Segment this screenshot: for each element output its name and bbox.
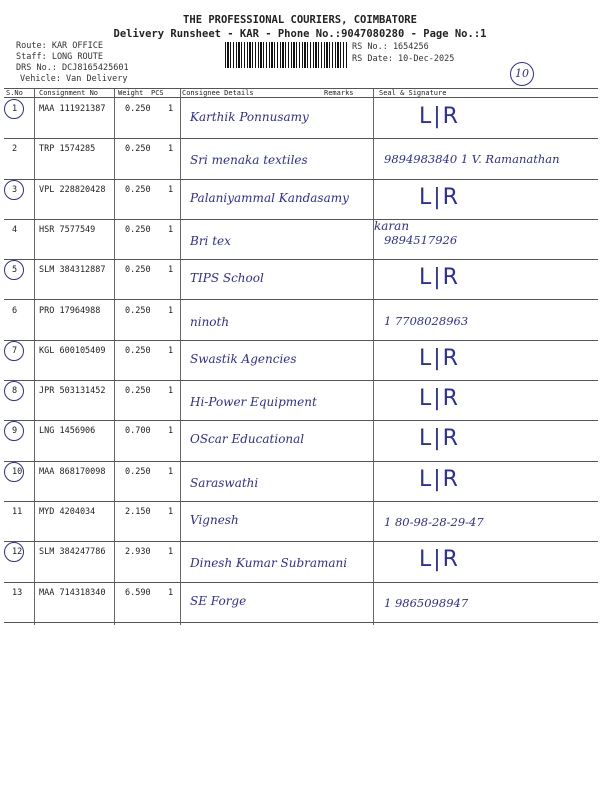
remark-text: karan	[374, 218, 410, 233]
weight-value: 0.250	[125, 224, 151, 235]
pcs-value: 1	[168, 265, 174, 276]
signature: L|R	[419, 547, 460, 573]
consignment-number: PRO 17964988	[39, 305, 101, 316]
row-sno: 10	[12, 466, 23, 477]
weight-value: 2.930	[125, 547, 151, 558]
staff-label: Staff: LONG ROUTE	[16, 52, 103, 62]
consignment-number: TRP 1574285	[39, 144, 96, 155]
vehicle-label: Vehicle: Van Delivery	[20, 74, 128, 84]
signature: 9894517926	[384, 232, 458, 247]
company-title: THE PROFESSIONAL COURIERS, COIMBATORE	[183, 14, 417, 26]
header-signature: Seal & Signature	[379, 89, 447, 97]
pcs-value: 1	[168, 224, 174, 235]
consignee-name: Bri tex	[190, 233, 231, 248]
weight-value: 0.250	[125, 305, 151, 316]
consignee-name: OScar Educational	[190, 432, 305, 447]
weight-value: 0.250	[125, 265, 151, 276]
row-divider	[4, 622, 598, 623]
signature: L|R	[419, 345, 460, 371]
row-sno: 12	[12, 547, 23, 558]
consignee-name: Swastik Agencies	[190, 351, 297, 366]
pcs-value: 1	[168, 305, 174, 316]
barcode	[225, 42, 347, 68]
row-sno: 3	[12, 184, 18, 195]
weight-value: 2.150	[125, 507, 151, 517]
consignee-name: ninoth	[190, 314, 230, 329]
sno-circle-mark	[4, 462, 24, 482]
pcs-value: 1	[168, 184, 174, 195]
signature: 1 80-98-28-29-47	[384, 515, 484, 529]
consignee-name: Palaniyammal Kandasamy	[190, 190, 349, 205]
drs-number: DRS No.: DCJ8165425601	[16, 63, 129, 73]
weight-value: 0.700	[125, 426, 151, 437]
consignee-name: Sri menaka textiles	[190, 153, 308, 168]
consignee-name: Hi-Power Equipment	[190, 395, 317, 410]
row-sno: 5	[12, 265, 18, 276]
row-sno: 6	[12, 305, 18, 316]
pcs-value: 1	[168, 426, 174, 437]
weight-value: 0.250	[125, 184, 151, 195]
weight-value: 0.250	[125, 386, 151, 397]
table-row	[4, 380, 598, 420]
sno-circle-mark	[4, 381, 24, 401]
consignment-number: MYD 4204034	[39, 507, 96, 517]
table-row	[4, 461, 598, 501]
consignee-name: SE Forge	[190, 593, 247, 608]
table-row	[4, 340, 598, 380]
signature: L|R	[419, 265, 460, 291]
table-row	[4, 179, 598, 219]
pcs-value: 1	[168, 547, 174, 558]
route-label: Route: KAR OFFICE	[16, 41, 103, 51]
sno-circle-mark	[4, 260, 24, 280]
consignment-number: HSR 7577549	[39, 224, 96, 235]
pcs-value: 1	[168, 144, 174, 155]
signature: L|R	[419, 184, 460, 210]
row-sno: 4	[12, 224, 18, 235]
consignment-number: JPR 503131452	[39, 386, 106, 397]
pcs-value: 1	[168, 587, 174, 598]
weight-value: 0.250	[125, 104, 151, 114]
table-row	[4, 300, 598, 340]
table-row	[4, 219, 598, 259]
header-consignee: Consignee Details	[182, 89, 254, 97]
row-sno: 13	[12, 587, 23, 598]
sno-circle-mark	[4, 421, 24, 441]
runsheet-subtitle: Delivery Runsheet - KAR - Phone No.:9047080280 - Page No.:1	[113, 28, 487, 40]
row-sno: 8	[12, 386, 18, 397]
weight-value: 6.590	[125, 587, 151, 598]
consignment-number: SLM 384312887	[39, 265, 106, 276]
rs-date: RS Date: 10-Dec-2025	[352, 54, 455, 64]
row-sno: 11	[12, 507, 23, 517]
table-row	[4, 501, 598, 541]
table-row	[4, 582, 598, 622]
sno-circle-mark	[4, 341, 24, 361]
weight-value: 0.250	[125, 144, 151, 155]
header-consignment: Consignment No	[39, 89, 99, 97]
table-row	[4, 420, 598, 460]
rs-number: RS No.: 1654256	[352, 42, 429, 52]
sno-circle-mark	[4, 180, 24, 200]
pcs-value: 1	[168, 507, 174, 517]
table-row	[4, 98, 598, 138]
runsheet-table	[4, 88, 598, 625]
table-row	[4, 259, 598, 299]
sno-circle-mark	[4, 99, 24, 119]
pcs-value: 1	[168, 345, 174, 356]
consignee-name: Karthik Ponnusamy	[190, 110, 309, 124]
signature: L|R	[419, 466, 460, 492]
consignment-number: MAA 868170098	[39, 466, 106, 477]
header-rule-top	[4, 88, 598, 89]
row-sno: 9	[12, 426, 18, 437]
weight-value: 0.250	[125, 345, 151, 356]
signature: L|R	[419, 386, 460, 412]
header-sno: S.No	[6, 89, 23, 97]
consignee-name: TIPS School	[190, 271, 264, 286]
consignment-number: KGL 600105409	[39, 345, 106, 356]
header-weight: Weight	[118, 89, 144, 97]
circled-total-count: 10	[510, 62, 534, 86]
signature: L|R	[419, 104, 460, 129]
consignment-number: LNG 1456906	[39, 426, 96, 437]
row-sno: 7	[12, 345, 18, 356]
consignment-number: VPL 228820428	[39, 184, 106, 195]
consignment-number: MAA 714318340	[39, 587, 106, 598]
header-pcs: PCS	[151, 89, 164, 97]
row-sno: 2	[12, 144, 18, 155]
header-remarks: Remarks	[324, 89, 354, 97]
row-sno: 1	[12, 104, 18, 114]
pcs-value: 1	[168, 466, 174, 477]
signature: 1 9865098947	[384, 595, 469, 610]
table-row	[4, 138, 598, 178]
pcs-value: 1	[168, 386, 174, 397]
consignee-name: Saraswathi	[190, 475, 259, 490]
sno-circle-mark	[4, 542, 24, 562]
signature: L|R	[419, 426, 460, 452]
consignee-name: Dinesh Kumar Subramani	[190, 556, 348, 571]
pcs-value: 1	[168, 104, 174, 114]
signature: 1 7708028963	[384, 313, 469, 328]
consignment-number: MAA 111921387	[39, 104, 106, 114]
weight-value: 0.250	[125, 466, 151, 477]
consignment-number: SLM 384247786	[39, 547, 106, 558]
table-row	[4, 541, 598, 581]
signature: 9894983840 1 V. Ramanathan	[384, 152, 560, 167]
consignee-name: Vignesh	[190, 513, 239, 527]
